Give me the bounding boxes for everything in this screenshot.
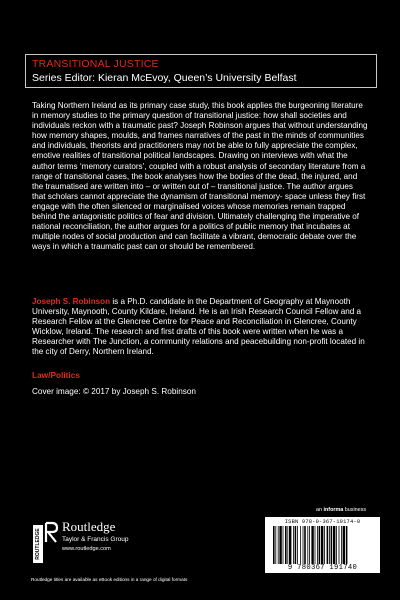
barcode-bar	[333, 526, 335, 564]
barcode-box	[265, 517, 380, 573]
routledge-side-label	[33, 525, 43, 563]
barcode-bar	[330, 526, 332, 564]
informa-prefix: an	[316, 507, 324, 513]
barcode-bar	[318, 526, 320, 564]
barcode-bar	[277, 526, 278, 564]
publisher-group: Taylor & Francis Group	[62, 536, 129, 543]
barcode-bar	[317, 526, 318, 564]
subject-category: Law/Politics	[32, 370, 80, 380]
barcode-bar	[307, 526, 308, 564]
barcode-bar	[304, 526, 306, 564]
barcode-bar	[329, 526, 330, 564]
barcode-bar	[285, 526, 287, 564]
routledge-logo-icon	[44, 521, 60, 543]
barcode-bar	[300, 526, 301, 564]
isbn-digits: 9 780367 191740	[287, 564, 358, 572]
barcode-bar	[294, 526, 296, 564]
barcode-bar	[324, 526, 325, 564]
author-bio	[32, 297, 368, 358]
publisher-url[interactable]: www.routledge.com	[62, 546, 111, 552]
barcode-bar	[289, 526, 291, 564]
routledge-side-text: ROUTLEDGE	[35, 528, 41, 560]
barcode-bar	[273, 526, 275, 564]
barcode-bar	[293, 526, 294, 564]
barcode-bar	[326, 526, 328, 564]
author-name: Joseph S. Robinson	[32, 297, 111, 306]
barcode-bar	[275, 526, 276, 564]
barcode-bar	[341, 526, 342, 564]
book-description: Taking Northern Ireland as its primary case study, this book applies the burgeoning literature in memory studies to the primary question of transitional justice: how shall societies and individuals reckon with a traumatic past? Joseph Robinson argues that without understanding how memory shapes, moulds, and frames narratives of the past in the minds of communities and individuals, theorists and practitioners may not be able to fully appreciate the complex, emotive realities of transitional political landscapes. Drawing on interviews with what the author terms ‘memory curators’, coupled with a robust analysis of secondary literature from a range of transitional cases, the book analyses how the bodies of the dead, the injured, and the traumatised are written into – or written out of – transitional justice. The author argues that scholars cannot appreciate the dynamism of transitional memory- space unless they first engage with the often silenced or marginalised voices whose memories remain trapped behind the antagonistic politics of fear and division. Ultimately challenging the imperative of national reconciliation, the author argues for a politics of public memory that incubates at multiple nodes of social production and can facilitate a vibrant, democratic debate over the ways in which a traumatic past can or should be remembered.	[32, 101, 368, 252]
informa-business-tag	[316, 507, 366, 513]
barcode-bar	[302, 526, 303, 564]
barcode-bar	[297, 526, 298, 564]
barcode-bar	[282, 526, 283, 564]
ebook-note: Routledge titles are available as eBook editions in a range of digital formats	[31, 577, 188, 582]
barcode-bar	[338, 526, 339, 564]
series-box	[25, 54, 377, 88]
barcode-bar	[309, 526, 310, 564]
series-editor: Series Editor: Kieran McEvoy, Queen’s University Belfast	[32, 72, 297, 84]
barcode-bar	[279, 526, 281, 564]
barcode-icon	[271, 526, 375, 564]
barcode-bar	[336, 526, 337, 564]
barcode-bar	[314, 526, 315, 564]
informa-suffix: business	[343, 507, 367, 513]
informa-brand: informa	[323, 507, 344, 513]
isbn-label: ISBN 978-0-367-19174-0	[284, 519, 361, 525]
series-name: TRANSITIONAL JUSTICE	[32, 58, 159, 70]
barcode-bar	[342, 526, 344, 564]
barcode-bar	[345, 526, 347, 564]
barcode-bar	[287, 526, 288, 564]
barcode-bar	[311, 526, 313, 564]
author-bio-text: is a Ph.D. candidate in the Department of Geography at Maynooth University, Maynooth, County Kildare, Ireland. He is an Irish Research Council Fellow and a Research Fellow at the Glencree Centre for Peace and Reconciliation in Glencree, County Wicklow, Ireland. The research and first drafts of this book were written when he was a Researcher with The Junction, a community relations and peacebuilding non-profit located in the city of Derry, Northern Ireland.	[32, 297, 365, 357]
publisher-name: Routledge	[62, 519, 116, 534]
barcode-bar	[321, 526, 323, 564]
cover-image-credit: Cover image: © 2017 by Joseph S. Robinson	[32, 387, 196, 396]
